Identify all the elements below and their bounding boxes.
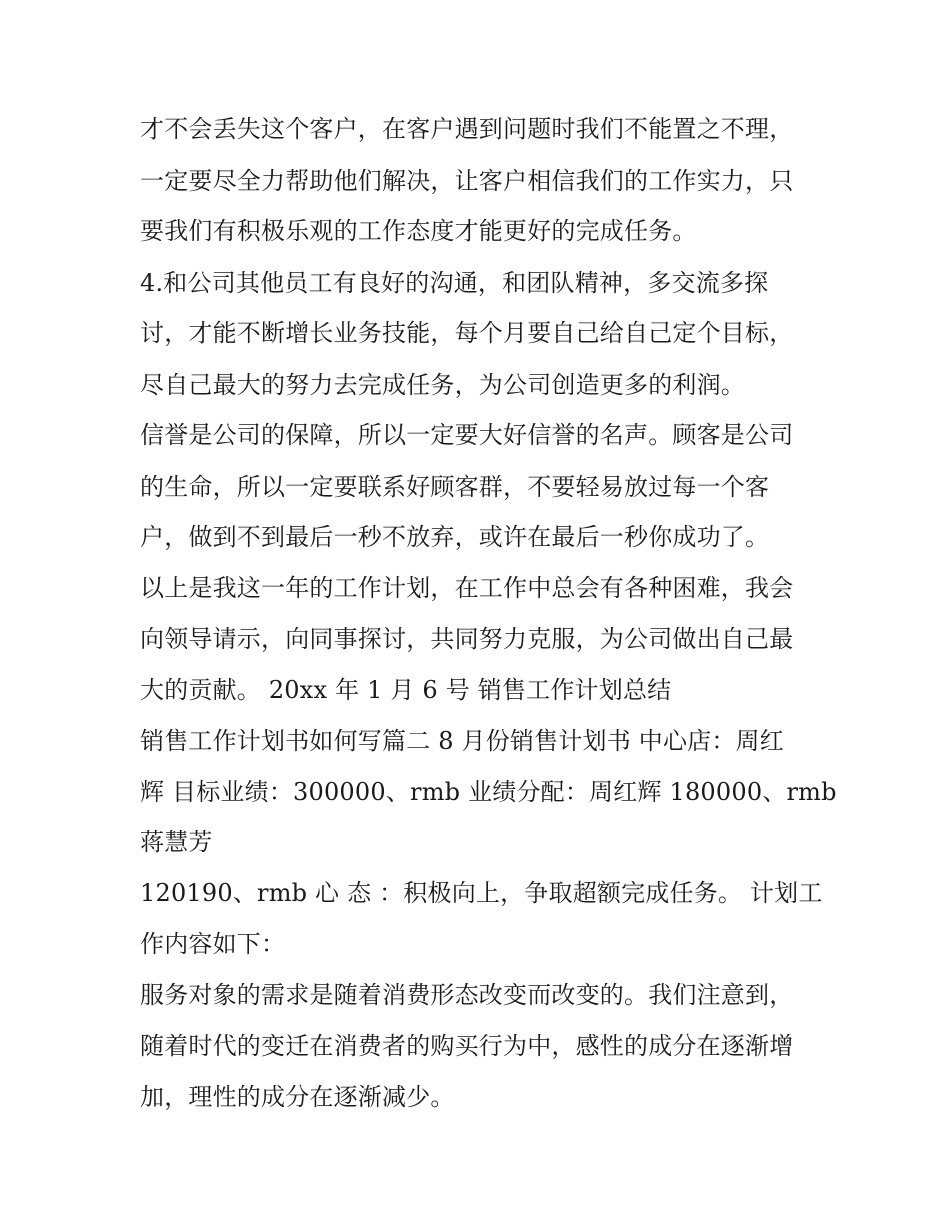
text-line: 向领导请示，向同事探讨，共同努力克服，为公司做出自己最 bbox=[140, 625, 794, 653]
text-line: 辉 目标业绩：300000、rmb 业绩分配：周红辉 180000、rmb bbox=[140, 778, 837, 806]
text-line: 大的贡献。 20xx 年 1 月 6 号 销售工作计划总结 bbox=[140, 676, 672, 704]
text-line: 随着时代的变迁在消费者的购买行为中，感性的成分在逐渐增 bbox=[140, 1032, 794, 1060]
text-line: 作内容如下： bbox=[140, 930, 286, 958]
text-line: 户，做到不到最后一秒不放弃，或许在最后一秒你成功了。 bbox=[140, 523, 770, 551]
text-line: 服务对象的需求是随着消费形态改变而改变的。我们注意到， bbox=[140, 981, 794, 1009]
text-line: 销售工作计划书如何写篇二 8 月份销售计划书 中心店：周红 bbox=[140, 727, 784, 755]
text-line: 信誉是公司的保障，所以一定要大好信誉的名声。顾客是公司 bbox=[140, 421, 794, 449]
text-line: 的生命，所以一定要联系好顾客群，不要轻易放过每一个客 bbox=[140, 473, 770, 501]
text-line: 才不会丢失这个客户，在客户遇到问题时我们不能置之不理， bbox=[140, 115, 794, 143]
text-line: 要我们有积极乐观的工作态度才能更好的完成任务。 bbox=[140, 217, 697, 245]
text-line: 4.和公司其他员工有良好的沟通，和团队精神，多交流多探 bbox=[140, 269, 769, 297]
text-line: 蒋慧芳 bbox=[140, 828, 213, 856]
text-line: 以上是我这一年的工作计划，在工作中总会有各种困难，我会 bbox=[140, 574, 794, 602]
text-line: 加，理性的成分在逐渐减少。 bbox=[140, 1083, 455, 1111]
text-line: 尽自己最大的努力去完成任务，为公司创造更多的利润。 bbox=[140, 371, 745, 399]
text-line: 讨，才能不断增长业务技能，每个月要自己给自己定个目标， bbox=[140, 319, 794, 347]
text-line: 一定要尽全力帮助他们解决，让客户相信我们的工作实力，只 bbox=[140, 167, 794, 195]
text-line: 120190、rmb 心 态 ：积极向上，争取超额完成任务。 计划工 bbox=[140, 879, 823, 907]
